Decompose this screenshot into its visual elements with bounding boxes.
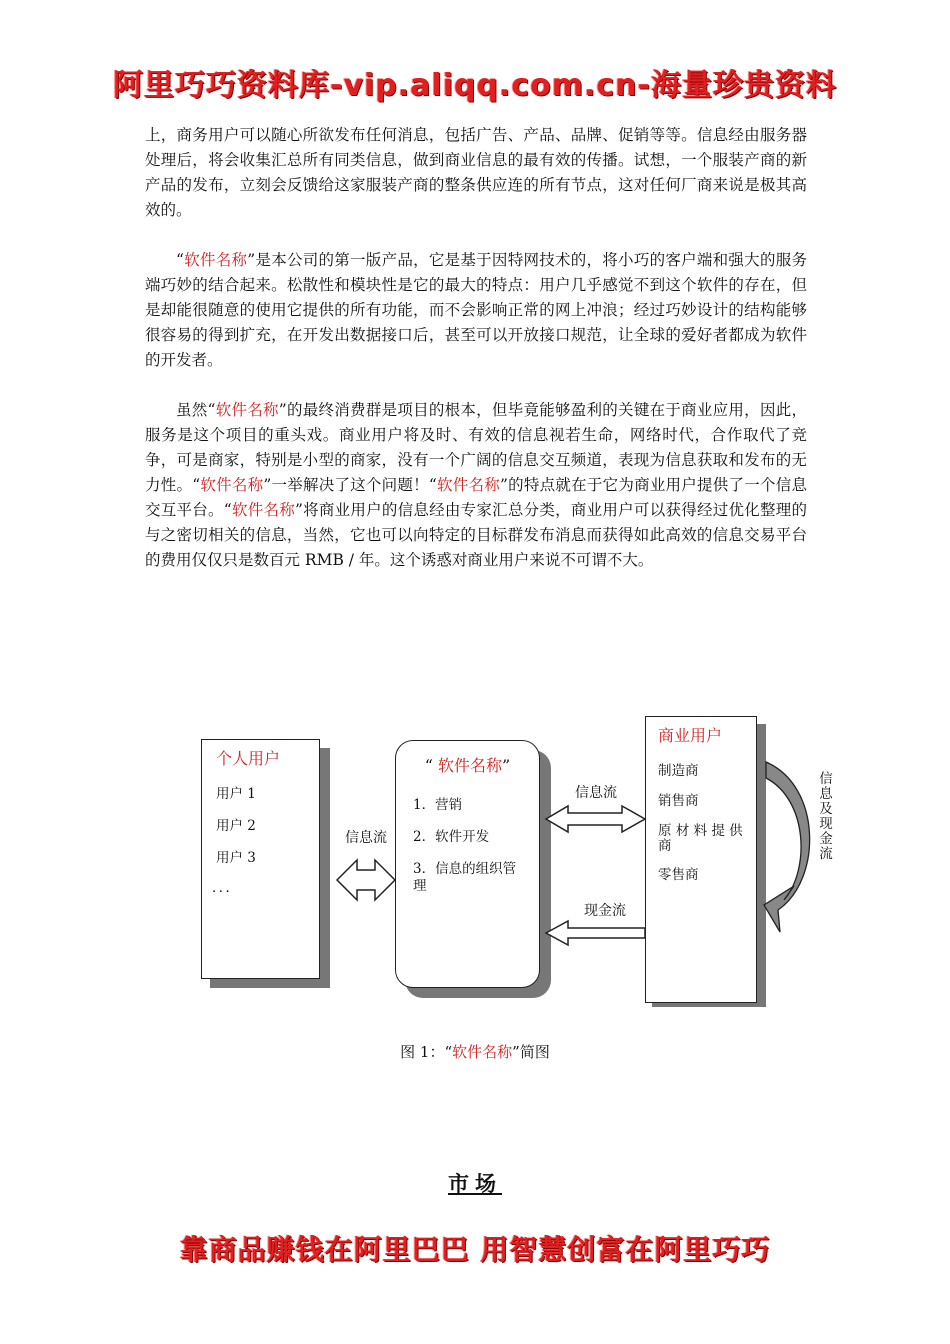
list-item: 商 (658, 838, 672, 854)
curved-flow-arrow (764, 762, 810, 932)
software-name: 软件名称 (438, 756, 503, 775)
vertical-char: 信 (819, 771, 833, 787)
personal-users-title: 个人用户 (216, 749, 281, 768)
vertical-char: 流 (819, 846, 833, 862)
info-flow-label-right: 信息流 (575, 785, 617, 801)
footer-banner: 靠商品赚钱在阿里巴巴 用智慧创富在阿里巧巧 (179, 1233, 771, 1266)
software-name: 软件名称 (200, 476, 264, 494)
software-name: 软件名称 (183, 251, 248, 269)
vertical-char: 息 (819, 786, 833, 802)
section-title-text: 市场 (448, 1171, 502, 1196)
paragraph-3-text-b: ”的最终消费群是项目的根本，但毕竟能够盈利的关键在于商业应用，因此，服务是这个项目的重头戏。商业用户将及时、有效的信息视若生命，网络时代，合作取代了竞争，可是商家，特别是小型的商家，没有一个广阔的信息交互频道，表现为信息获取和发布的无力性。“ (145, 401, 807, 494)
info-flow-label-left: 信息流 (345, 830, 387, 846)
section-title (0, 1168, 950, 1198)
figure-caption (0, 1041, 950, 1062)
list-item: 用户 2 (216, 818, 256, 834)
quote-close: ” (502, 756, 511, 775)
quote-open: “ (424, 756, 433, 775)
list-item: ．．． (212, 880, 239, 896)
header-banner: 阿里巧巧资料库-vip.aliqq.com.cn-海量珍贵资料 (113, 68, 837, 103)
list-item: 2．软件开发 (413, 829, 490, 845)
list-item: 用户 3 (216, 850, 256, 866)
caption-prefix: 图 1：“ (400, 1043, 453, 1061)
list-item: 用户 1 (216, 786, 256, 802)
vertical-char: 金 (819, 831, 833, 847)
list-item: 制造商 (658, 763, 699, 779)
business-users-title: 商业用户 (658, 726, 723, 745)
vertical-char: 及 (819, 801, 833, 817)
caption-suffix: ”简图 (512, 1043, 550, 1061)
left-double-arrow (337, 860, 395, 900)
list-item: 销售商 (658, 793, 699, 809)
quote-open: “ (176, 251, 184, 269)
vertical-flow-label (818, 772, 834, 862)
paragraph-3-text-e: ”将商业用户的信息经由专家汇总分类，商业用户可以获得经过优化整理的与之密切相关的信息，当然，它也可以向特定的目标群发布消息而获得如此高效的信息交易平台的费用仅仅只是数百元 RMB / 年。这个诱惑对商业用户来说不可谓不大。 (145, 501, 807, 569)
software-name: 软件名称 (452, 1043, 513, 1061)
list-item: 原 材 料 提 供 (658, 823, 743, 839)
cash-flow-label: 现金流 (584, 903, 626, 919)
list-item: 零售商 (658, 867, 699, 883)
paragraph-3-text-c: ”一举解决了这个问题！“ (263, 476, 437, 494)
right-double-arrow (546, 806, 645, 832)
list-item: 1．营销 (413, 797, 463, 813)
list-item: 3．信息的组织管 (413, 861, 517, 877)
cash-flow-arrow (546, 921, 645, 945)
list-item: 理 (413, 878, 427, 894)
paragraph-3-text-d: ”的特点就在于它为商业用户提供了一个信息交互平台。“ (145, 476, 807, 519)
paragraph-1-text: 上，商务用户可以随心所欲发布任何消息，包括广告、产品、品牌、促销等等。信息经由服务器处理后，将会收集汇总所有同类信息，做到商业信息的最有效的传播。试想，一个服装产商的新产品的发布，立刻会反馈给这家服装产商的整条供应连的所有节点，这对任何厂商来说是极其高效的。 (145, 126, 807, 219)
paragraph-2-text: ”是本公司的第一版产品，它是基于因特网技术的，将小巧的客户端和强大的服务端巧妙的结合起来。松散性和模块性是它的最大的特点：用户几乎感觉不到这个软件的存在，但是却能很随意的使用它提供的所有功能，而不会影响正常的网上冲浪；经过巧妙设计的结构能够很容易的得到扩充，在开发出数据接口后，甚至可以开放接口规范，让全球的爱好者都成为软件的开发者。 (145, 251, 807, 369)
software-name: 软件名称 (215, 401, 279, 419)
software-name: 软件名称 (231, 501, 295, 519)
vertical-char: 现 (819, 816, 833, 832)
software-name: 软件名称 (436, 476, 501, 494)
paragraph-3-text-a: 虽然“ (176, 401, 216, 419)
